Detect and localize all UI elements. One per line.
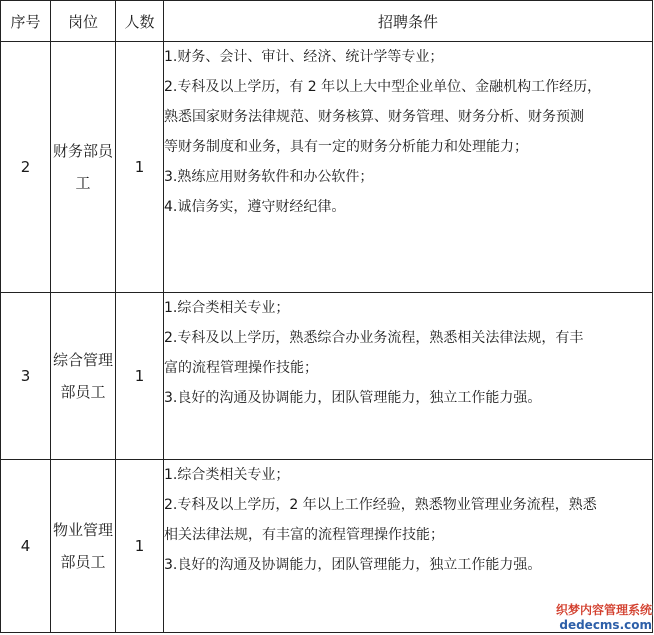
watermark-title: 织梦内容管理系统 <box>555 603 652 617</box>
requirement-line: 1.综合类相关专业； <box>164 467 290 483</box>
watermark <box>556 603 652 633</box>
header-index: 序号 <box>1 1 51 42</box>
requirement-line: 2.专科及以上学历，熟悉综合办业务流程，熟悉相关法律法规，有丰 <box>164 330 584 346</box>
row-post <box>51 42 116 293</box>
row-count: 1 <box>116 293 164 460</box>
row-count: 1 <box>116 460 164 633</box>
row-post <box>51 460 116 633</box>
post-line: 综合管理 <box>52 351 113 369</box>
post-line: 部员工 <box>60 553 106 571</box>
row-index: 3 <box>1 293 51 460</box>
post-line: 部员工 <box>60 383 106 401</box>
row-count: 1 <box>116 42 164 293</box>
watermark-url: dedecms.com <box>559 618 652 632</box>
header-requirements: 招聘条件 <box>164 1 653 42</box>
requirement-line: 3.良好的沟通及协调能力，团队管理能力，独立工作能力强。 <box>164 557 542 573</box>
requirement-line: 3.熟练应用财务软件和办公软件； <box>164 169 374 185</box>
header-count: 人数 <box>116 1 164 42</box>
requirement-line: 1.财务、会计、审计、经济、统计学等专业； <box>164 49 444 65</box>
requirement-line: 1.综合类相关专业； <box>164 300 290 316</box>
requirement-line: 相关法律法规，有丰富的流程管理操作技能； <box>164 527 444 543</box>
requirement-line: 熟悉国家财务法律规范、财务核算、财务管理、财务分析、财务预测 <box>164 109 584 125</box>
header-row <box>1 1 653 42</box>
requirement-line: 等财务制度和业务，具有一定的财务分析能力和处理能力； <box>164 139 528 155</box>
row-requirements <box>164 293 653 460</box>
row-post <box>51 293 116 460</box>
table-row <box>1 460 653 633</box>
post-line: 物业管理 <box>52 521 113 539</box>
post-line: 财务部员 <box>52 142 113 160</box>
requirement-line: 2.专科及以上学历，有 2 年以上大中型企业单位、金融机构工作经历， <box>164 79 602 95</box>
requirement-line: 2.专科及以上学历，2 年以上工作经验，熟悉物业管理业务流程，熟悉 <box>164 497 597 513</box>
requirement-line: 富的流程管理操作技能； <box>164 360 318 376</box>
table-row <box>1 42 653 293</box>
post-line: 工 <box>75 174 91 192</box>
requirement-line: 3.良好的沟通及协调能力，团队管理能力，独立工作能力强。 <box>164 390 542 406</box>
row-requirements <box>164 42 653 293</box>
row-index: 2 <box>1 42 51 293</box>
table-row <box>1 293 653 460</box>
row-index: 4 <box>1 460 51 633</box>
header-post: 岗位 <box>51 1 116 42</box>
requirement-line: 4.诚信务实，遵守财经纪律。 <box>164 199 346 215</box>
